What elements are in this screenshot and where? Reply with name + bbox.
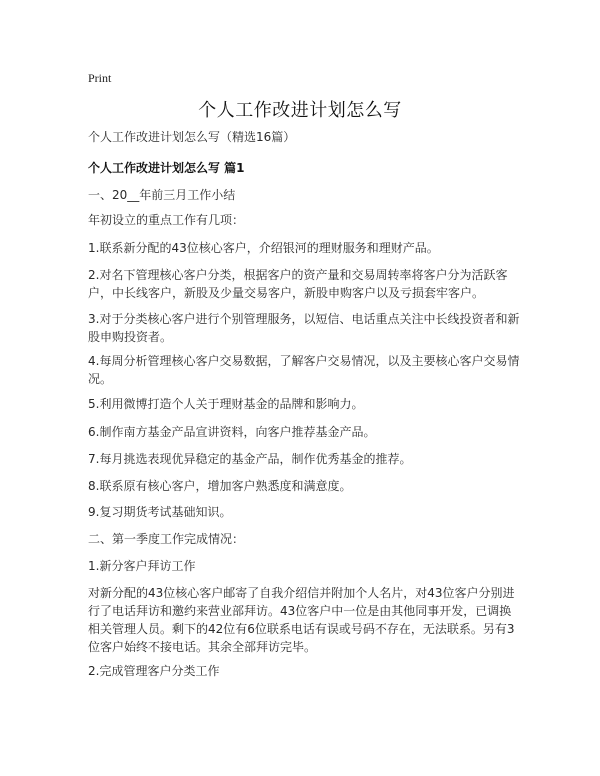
document-title: 个人工作改进计划怎么写: [198, 100, 402, 121]
paragraph-3: 1.联系新分配的43位核心客户，介绍银河的理财服务和理财产品。: [88, 241, 439, 255]
paragraph-6: 4.每周分析管理核心客户交易数据，了解客户交易情况，以及主要核心客户交易情况。: [88, 354, 520, 386]
paragraph-14: 对新分配的43位核心客户邮寄了自我介绍信并附加个人名片，对43位客户分别进行了电话拜访和邀约来营业部拜访。43位客户中一位是由其他同事开发，已调换相关管理人员。剩下的42位有6位联系电话有误或号码不存在，无法联系。另有3位客户始终不接电话。其余全部拜访完毕。: [88, 586, 515, 654]
section-heading: 个人工作改进计划怎么写 篇1: [88, 161, 245, 175]
paragraph-5: 3.对于分类核心客户进行个别管理服务，以短信、电话重点关注中长线投资者和新股申购投资者。: [88, 312, 520, 344]
paragraph-8: 6.制作南方基金产品宣讲资料，向客户推荐基金产品。: [88, 425, 376, 439]
paragraph-7: 5.利用微博打造个人关于理财基金的品牌和影响力。: [88, 397, 364, 411]
paragraph-4: 2.对名下管理核心客户分类，根据客户的资产量和交易周转率将客户分为活跃客户，中长线客户，新股及少量交易客户，新股申购客户以及亏损套牢客户。: [88, 268, 508, 300]
paragraph-2: 年初设立的重点工作有几项：: [88, 213, 245, 227]
paragraph-1: 一、20__年前三月工作小结: [88, 188, 236, 202]
paragraph-11: 9.复习期货考试基础知识。: [88, 505, 232, 519]
paragraph-9: 7.每月挑选表现优异稳定的基金产品，制作优秀基金的推荐。: [88, 452, 412, 466]
document-subtitle: 个人工作改进计划怎么写（精选16篇）: [88, 130, 296, 144]
print-label: Print: [88, 71, 112, 85]
paragraph-13: 1.新分客户拜访工作: [88, 559, 196, 573]
paragraph-12: 二、第一季度工作完成情况：: [88, 532, 245, 546]
paragraph-15: 2.完成管理客户分类工作: [88, 664, 220, 678]
paragraph-10: 8.联系原有核心客户，增加客户熟悉度和满意度。: [88, 479, 352, 493]
